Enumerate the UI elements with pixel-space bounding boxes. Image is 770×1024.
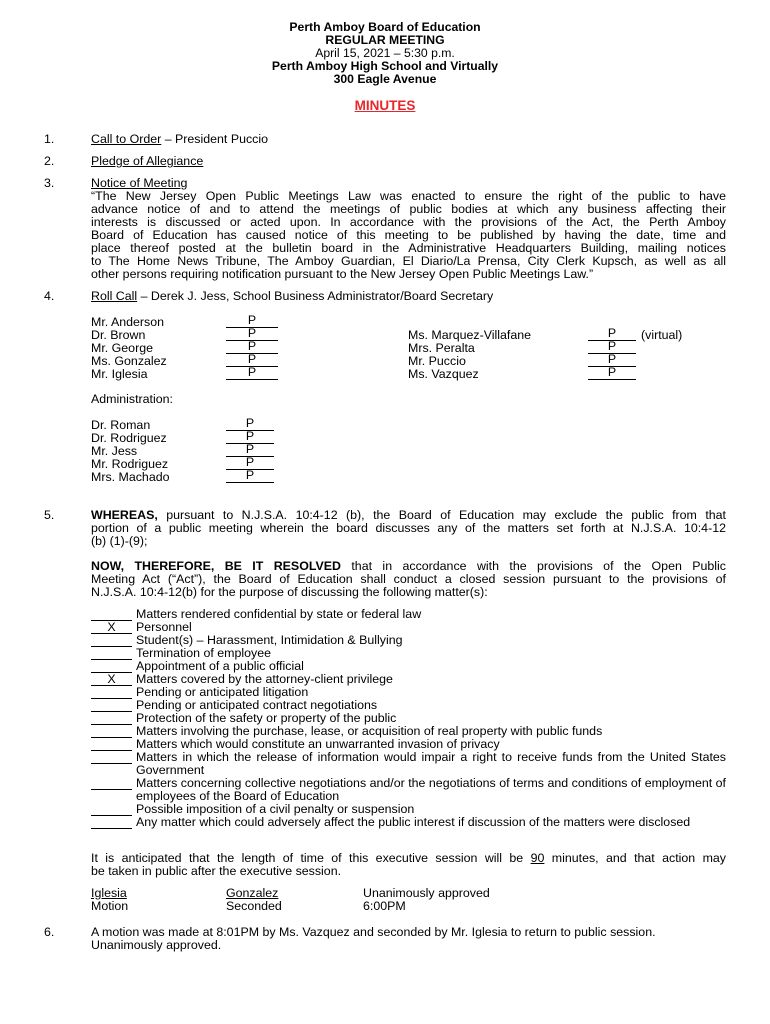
item-number: 2. [44, 154, 55, 168]
whereas-line: (b) (1)-(9); [91, 534, 148, 548]
notice-line: place thereof posted at the bulletin board in the Administrative Headquarters Building, mailing notices [91, 241, 726, 255]
notice-line: advance notice of and to attend the meetings of public bodies at which any business affecting their [91, 202, 726, 216]
anticipated-line: It is anticipated that the length of time of this executive session will be 90 minutes, and that action may [91, 851, 726, 865]
motion-seconder: Gonzalez [226, 886, 279, 900]
whereas-line: WHEREAS, pursuant to N.J.S.A. 10:4-12 (b), the Board of Education may exclude the public from that [91, 508, 726, 522]
motion-label: Motion [91, 899, 129, 913]
admin-name: Mrs. Machado [91, 470, 170, 484]
item-pledge: Pledge of Allegiance [91, 154, 204, 168]
resolved-line: Meeting Act (“Act”), the Board of Education shall conduct a closed session pursuant to the provisions of [91, 572, 726, 586]
matter-mark [91, 738, 132, 751]
item-number: 3. [44, 176, 55, 190]
meeting-location: Perth Amboy High School and Virtually [271, 59, 499, 73]
motion-result: Unanimously approved [363, 886, 490, 900]
matter-mark [91, 686, 132, 699]
admin-label: Administration: [91, 392, 173, 406]
matter-mark [91, 712, 132, 725]
roll-status: P [226, 314, 278, 328]
return-session-line: A motion was made at 8:01PM by Ms. Vazquez and seconded by Mr. Iglesia to return to public session. [91, 925, 656, 939]
roll-name: Ms. Marquez-Villafane [408, 328, 532, 342]
board-name: Perth Amboy Board of Education [289, 20, 481, 34]
matter-mark: X [91, 673, 132, 686]
matter-mark [91, 777, 132, 790]
meeting-address: 300 Eagle Avenue [333, 72, 437, 86]
roll-name: Ms. Gonzalez [91, 354, 167, 368]
motion-mover: Iglesia [91, 886, 127, 900]
roll-name: Dr. Brown [91, 328, 146, 342]
matter-mark [91, 803, 132, 816]
roll-status: P [588, 340, 636, 354]
roll-name: Mrs. Peralta [408, 341, 475, 355]
item-roll-call: Roll Call – Derek J. Jess, School Business Administrator/Board Secretary [91, 289, 494, 303]
whereas-line: portion of a public meeting wherein the board discusses any of the matters set forth at N.J.S.A. 10:4-12 [91, 521, 726, 535]
return-session-line: Unanimously approved. [91, 938, 222, 952]
roll-note: (virtual) [641, 328, 683, 342]
roll-name: Mr. Anderson [91, 315, 165, 329]
matter-mark [91, 634, 132, 647]
resolved-line: N.J.S.A. 10:4-12(b) for the purpose of discussing the following matter(s): [91, 585, 488, 599]
motion-time: 6:00PM [363, 899, 406, 913]
roll-status: P [588, 327, 636, 341]
notice-line: “The New Jersey Open Public Meetings Law was enacted to ensure the right of the public to have [91, 189, 726, 203]
admin-status: P [226, 443, 274, 457]
anticipated-line: be taken in public after the executive session. [91, 864, 342, 878]
roll-name: Mr. George [91, 341, 153, 355]
document-page: Perth Amboy Board of Education REGULAR MEETING April 15, 2021 – 5:30 p.m. Perth Amboy High School and Virtually 300 Eagle Avenue MINUTES 1. Call to Order – President Puccio 2. Pledge of Allegiance 3. Notice of Meeting “The New Jersey Open Public Meetings Law was enacted to ensure the right of the public to have advance notice of and to attend the meetings of public bodies at which any business affecting their interests is discussed or acted upon. In accordance with the provisions of the Act, the Perth Amboy Board of Education has caused notice of this meeting to be published by having the date, time and place thereof posted at the bulletin board in the Administrative Headquarters Building, mailing notices to The Home News Tribune, The Amboy Guardian, El Diario/La Prensa, City Clerk Kupsch, as well as all other persons requiring notification pursuant to the New Jersey Open Public Meetings Law.” 4. Roll Call – Derek J. Jess, School Business Administrator/Board Secretary Mr. Anderson P Dr. Brown P Mr. George P Ms. Gonzalez P Mr. Iglesia P Ms. Marquez-Villafane P (virtual) Mrs. Peralta P Mr. Puccio P Ms. Vazquez P Administration: Dr. Roman P Dr. Rodriguez P Mr. Jess P Mr. Rodriguez P Mrs. Machado P 5. WHEREAS, pursuant to N.J.S.A. 10:4-12 (b), the Board of Education may exclude the public from that portion of a public meeting wherein the board discusses any of the matters set forth at N.J.S.A. 10:4-12 (b) (1)-(9); NOW, THEREFORE, BE IT RESOLVED that in accordance with the provisions of the Open Public Meeting Act (“Act”), the Board of Education shall conduct a closed session pursuant to the provisions of N.J.S.A. 10:4-12(b) for the purpose of discussing the following matter(s): Matters rendered confidential by state or federal law X Personnel Student(s) – Harassment, Intimidation & Bullying Termination of employee Appointment of a public official X Matters covered by the attorney-client privilege Pending or anticipated litigation Pending or anticipated contract negotiations Protection of the safety or property of the public Matters involving the purchase, lease, or acquisition of real property with public funds Matters which would constitute an unwarranted invasion of privacy Matters in which the release of information would impair a right to receive funds from the United States Government Matters concerning collective negotiations and/or the negotiations of terms and conditions of employment of employees of the Board of Education Possible imposition of a civil penalty or suspension Any matter which could adversely affect the public interest if discussion of the matters were disclosed It is anticipated that the length of time of this executive session will be 90 minutes, and that action may be taken in public after the executive session. Iglesia Motion Gonzalez Seconded Unanimously approved 6:00PM 6. A motion was made at 8:01PM by Ms. Vazquez and seconded by Mr. Iglesia to return to public session. Unanimously approved. [0, 0, 770, 1024]
item-number: 5. [44, 508, 55, 522]
roll-status: P [226, 327, 278, 341]
notice-line: Board of Education has caused notice of this meeting to be published by having the date, time and [91, 228, 726, 242]
roll-name: Ms. Vazquez [408, 367, 479, 381]
matter-mark [91, 647, 132, 660]
notice-line: interests is discussed or acted upon. In accordance with the provisions of the Act, the Perth Amboy [91, 215, 726, 229]
matter-mark: X [91, 621, 132, 634]
admin-status: P [226, 456, 274, 470]
notice-line: to The Home News Tribune, The Amboy Guardian, El Diario/La Prensa, City Clerk Kupsch, as well as all [91, 254, 726, 268]
admin-name: Mr. Rodriguez [91, 457, 169, 471]
roll-status: P [226, 353, 278, 367]
admin-name: Dr. Rodriguez [91, 431, 167, 445]
roll-status: P [588, 353, 636, 367]
admin-name: Dr. Roman [91, 418, 151, 432]
item-number: 1. [44, 132, 55, 146]
roll-status: P [226, 366, 278, 380]
item-notice-title: Notice of Meeting [91, 176, 188, 190]
resolved-line: NOW, THEREFORE, BE IT RESOLVED that in accordance with the provisions of the Open Public [91, 559, 726, 573]
roll-status: P [226, 340, 278, 354]
admin-status: P [226, 430, 274, 444]
roll-name: Mr. Puccio [408, 354, 466, 368]
matter-mark [91, 816, 132, 829]
meeting-date: April 15, 2021 – 5:30 p.m. [315, 46, 455, 60]
roll-name: Mr. Iglesia [91, 367, 148, 381]
matter-mark [91, 751, 132, 764]
roll-status: P [588, 366, 636, 380]
item-number: 4. [44, 289, 55, 303]
item-number: 6. [44, 925, 55, 939]
item-call-to-order: Call to Order – President Puccio [91, 132, 269, 146]
notice-line: other persons requiring notification pursuant to the New Jersey Open Public Meetings Law.” [91, 267, 594, 281]
matter-mark [91, 725, 132, 738]
admin-status: P [226, 417, 274, 431]
admin-name: Mr. Jess [91, 444, 138, 458]
matter-mark [91, 699, 132, 712]
seconded-label: Seconded [226, 899, 282, 913]
admin-status: P [226, 469, 274, 483]
meeting-type: REGULAR MEETING [325, 33, 445, 47]
minutes-title: MINUTES [354, 98, 416, 113]
